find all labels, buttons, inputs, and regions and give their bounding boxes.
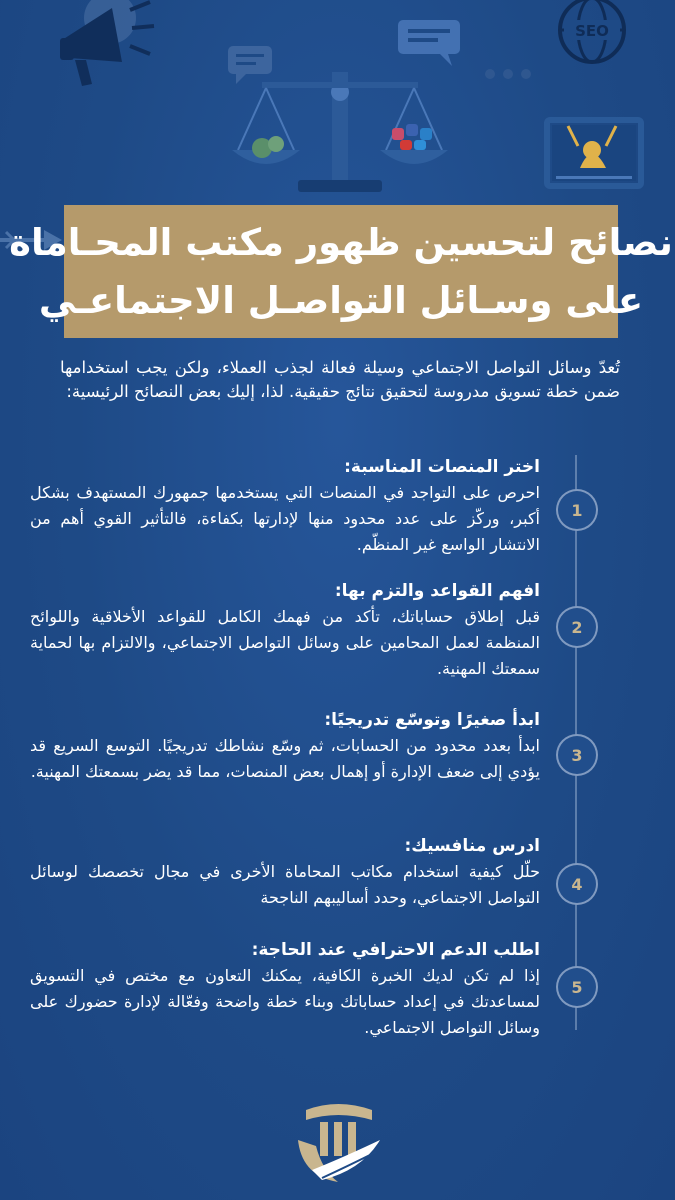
tip-body: احرص على التواجد في المنصات التي يستخدمها جمهورك المستهدف بشكل أكبر، وركّز على عدد محدود منها لإدارتها بكفاءة، فالتأثير القوي أهم من الانتشار الواسع غير المنظّم. bbox=[30, 483, 540, 554]
tip-item-5 bbox=[30, 937, 540, 1041]
law-firm-pillar-logo bbox=[292, 1100, 384, 1190]
tip-body: حلّل كيفية استخدام مكاتب المحاماة الأخرى في مجال تخصصك لوسائل التواصل الاجتماعي، وحدد أساليبهم الناجحة bbox=[30, 862, 540, 907]
tip-item-1 bbox=[30, 454, 540, 558]
page-title-line-1: نصائح لتحسين ظهور مكتب المحـاماة bbox=[9, 220, 673, 264]
tip-number-badge: 2 bbox=[556, 606, 598, 648]
tip-title: افهم القواعد والتزم بها: bbox=[334, 581, 540, 601]
page-title-line-2: على وسـائل التواصـل الاجتماعـي bbox=[38, 278, 644, 322]
tip-body: إذا لم تكن لديك الخبرة الكافية، يمكنك التعاون مع مختص في التسويق لمساعدتك في إعداد حساباتك وبناء خطة واضحة وفعّالة لإدارة حضورك على وسائل التواصل الاجتماعي. bbox=[30, 966, 540, 1037]
tip-title: ابدأ صغيرًا وتوسّع تدريجيًا: bbox=[324, 710, 540, 730]
intro-paragraph: تُعدّ وسائل التواصل الاجتماعي وسيلة فعالة لجذب العملاء، ولكن يجب استخدامها ضمن خطة تسويق مدروسة لتحقيق نتائج حقيقية. لذا، إليك بعض النصائح الرئيسية: bbox=[60, 358, 620, 401]
seo-globe-icon bbox=[560, 0, 624, 62]
tip-number-badge: 3 bbox=[556, 734, 598, 776]
tip-number-badge: 4 bbox=[556, 863, 598, 905]
tip-body: قبل إطلاق حساباتك، تأكد من فهمك الكامل للقواعد الأخلاقية واللوائح المنظمة لعمل المحامين على وسائل التواصل الاجتماعي، والالتزام بها لحماية سمعتك المهنية. bbox=[30, 607, 540, 678]
tip-title: اختر المنصات المناسبة: bbox=[344, 457, 540, 477]
video-player-icon bbox=[547, 120, 641, 186]
tip-item-4 bbox=[30, 833, 540, 911]
balance-scale-icon bbox=[232, 72, 448, 192]
tip-item-2 bbox=[30, 578, 540, 682]
tip-title: اطلب الدعم الاحترافي عند الحاجة: bbox=[251, 940, 540, 960]
tip-number-badge: 5 bbox=[556, 966, 598, 1008]
chat-bubble-icon bbox=[228, 20, 531, 84]
tip-number-badge: 1 bbox=[556, 489, 598, 531]
megaphone-icon bbox=[60, 0, 154, 86]
header-illustration bbox=[0, 0, 675, 200]
tip-item-3 bbox=[30, 707, 540, 785]
tip-title: ادرس منافسيك: bbox=[404, 836, 540, 856]
social-media-icons bbox=[392, 124, 432, 150]
title-banner bbox=[9, 205, 673, 338]
svg-text:SEO: SEO bbox=[575, 22, 609, 40]
tip-body: ابدأ بعدد محدود من الحسابات، ثم وسّع نشاطك تدريجيًا. التوسع السريع قد يؤدي إلى ضعف الإدارة أو إهمال بعض المنصات، مما قد يضر بسمعتك المهنية. bbox=[30, 736, 540, 781]
